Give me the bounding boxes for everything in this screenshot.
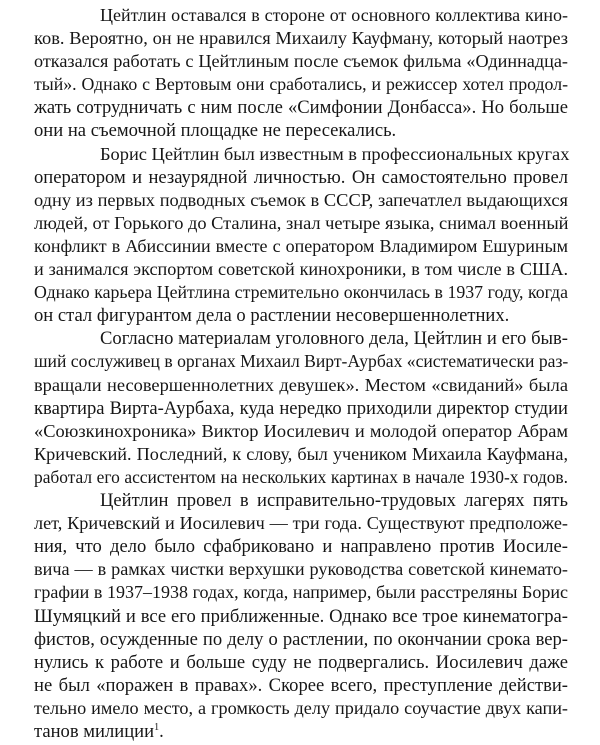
paragraph-3-line-1: Согласно материалам уголовного дела, Цейтлин и его быв- <box>100 328 568 350</box>
paragraph-4-line-9: не был «поражен в правах». Скорее всего, преступление действи- <box>34 674 568 696</box>
paragraph-1-line-3: отказался работать с Цейтлиным после съемок фильма «Одиннадца- <box>34 51 568 72</box>
paragraph-3-line-2: ший сослуживец в органах Михаил Вирт-Аурбах «систематически раз- <box>34 351 569 372</box>
paragraph-4-line-11 <box>34 720 568 743</box>
paragraph-4-line-3: ния, что дело было сфабриковано и направлено против Иосиле- <box>34 536 568 558</box>
paragraph-1-line-4: тый». Однако с Вертовым они сработались, и режиссер хотел продол- <box>34 74 568 95</box>
paragraph-4-line-7: фистов, осужденные по делу о растлении, по окончании срока вер- <box>34 628 568 650</box>
paragraph-2-line-1: Борис Цейтлин был известным в профессиональных кругах <box>100 143 570 164</box>
paragraph-4-line-8: нулись к работе и больше суду не подвергались. Иосилевич даже <box>34 651 568 673</box>
paragraph-4-line-6: Шумяцкий и все его приближенные. Однако все трое кинематогра- <box>34 605 568 627</box>
paragraph-2-line-2: оператором и незаурядной личностью. Он самостоятельно провел <box>34 166 568 188</box>
paragraph-1-line-1: Цейтлин оставался в стороне от основного коллектива кино- <box>100 5 568 25</box>
paragraph-4-line-10: тельно имело место, а громкость делу придало соучастие двух капи- <box>34 697 568 718</box>
paragraph-4-line-5: графии в 1937–1938 годах, когда, например, были расстреляны Борис <box>34 582 568 603</box>
paragraph-1-line-2: ков. Вероятно, он не нравился Михаилу Кауфману, который наотрез <box>34 28 568 49</box>
paragraph-2-line-6: и занимался экспортом советской кинохроники, в том числе в США. <box>34 259 568 280</box>
paragraph-4-line-11-text: танов милиции <box>34 721 155 742</box>
paragraph-3-line-4: квартира Вирта-Аурбаха, куда нередко приходили директор студии <box>34 397 568 419</box>
paragraph-2-line-7: Однако карьера Цейтлина стремительно окончилась в 1937 году, когда <box>34 282 568 303</box>
footnote-marker[interactable]: 1 <box>154 721 160 733</box>
paragraph-2-line-3: одну из первых подводных съемок в СССР, запечатлел выдающихся <box>34 189 568 210</box>
paragraph-4-line-1: Цейтлин провел в исправительно-трудовых лагерях пять <box>100 490 568 512</box>
paragraph-2-line-4: людей, от Горького до Сталина, знал четыре языка, снимал военный <box>34 212 569 233</box>
paragraph-4-line-4: вича — в рамках чистки верхушки руководства советской кинемато- <box>34 559 568 580</box>
paragraph-3-line-3: вращали несовершеннолетних девушек». Местом «свиданий» была <box>34 374 568 395</box>
paragraph-3-line-7: работал его ассистентом на нескольких картинах в начале 1930-х годов. <box>34 466 568 487</box>
paragraph-4-line-2: лет, Кричевский и Иосилевич — три года. Существуют предположе- <box>34 513 568 534</box>
paragraph-2-line-5: конфликт в Абиссинии вместе с оператором Владимиром Ешуриным <box>34 235 568 256</box>
paragraph-2-line-8: он стал фигурантом дела о растлении несовершеннолетних. <box>34 305 510 327</box>
paragraph-1-line-5: жать сотрудничать с ним после «Симфонии Донбасса». Но больше <box>34 97 568 119</box>
paragraph-1-line-6: они на съемочной площадке не пересекались. <box>34 120 397 142</box>
paragraph-3-line-5: «Союзкинохроника» Виктор Иосилевич и молодой оператор Абрам <box>34 420 568 441</box>
paragraph-4-trailing-period: . <box>159 721 164 742</box>
paragraph-3-line-6: Кричевский. Последний, к слову, был учеником Михаила Кауфмана, <box>34 443 568 464</box>
